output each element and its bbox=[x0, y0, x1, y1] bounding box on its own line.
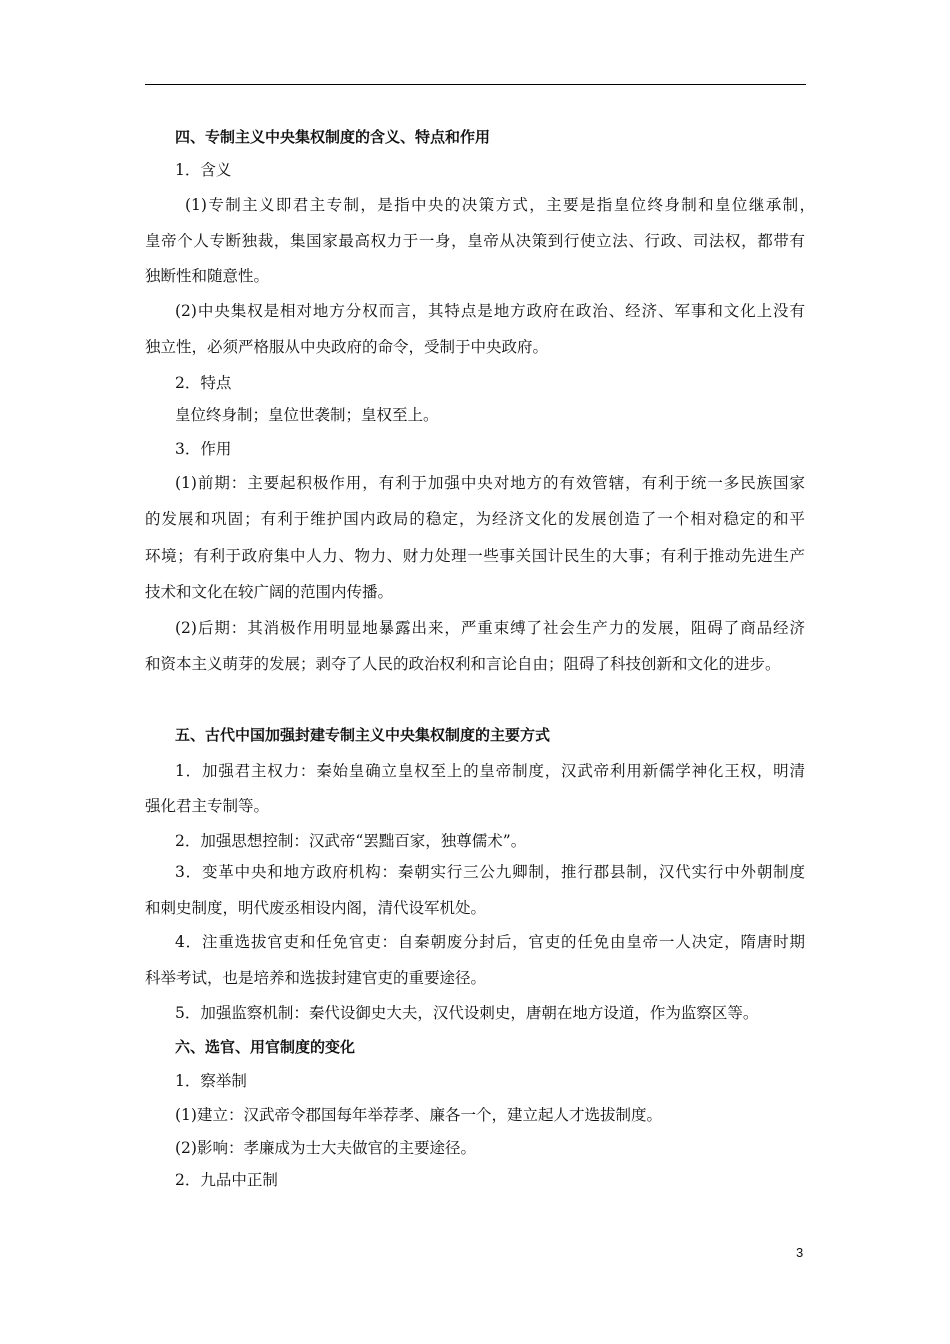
paragraph-line: 独立性，必须严格服从中央政府的命令，受制于中央政府。 bbox=[145, 338, 549, 356]
paragraph-line: 3．变革中央和地方政府机构：秦朝实行三公九卿制，推行郡县制，汉代实行中外朝制度 bbox=[175, 863, 805, 881]
paragraph-line: 4．注重选拔官吏和任免官吏：自秦朝废分封后，官吏的任免由皇帝一人决定，隋唐时期 bbox=[175, 933, 805, 951]
page-number: 3 bbox=[796, 1245, 804, 1260]
subheading-line: 1．察举制 bbox=[175, 1072, 247, 1090]
paragraph-line: 独断性和随意性。 bbox=[145, 267, 270, 285]
subheading-line: 2．加强思想控制：汉武帝“罢黜百家，独尊儒术”。 bbox=[175, 832, 527, 850]
paragraph-line: (2)后期：其消极作用明显地暴露出来，严重束缚了社会生产力的发展，阻碍了商品经济 bbox=[175, 619, 805, 637]
subheading-line: 2．特点 bbox=[175, 374, 232, 392]
subheading-line: (2)影响：孝廉成为士大夫做官的主要途径。 bbox=[175, 1139, 476, 1157]
subheading-line: 3．作用 bbox=[175, 440, 232, 458]
paragraph-line: (1)前期：主要起积极作用，有利于加强中央对地方的有效管辖，有利于统一多民族国家 bbox=[175, 474, 805, 492]
subheading-line: 1．含义 bbox=[175, 161, 232, 179]
subheading-line: 2．九品中正制 bbox=[175, 1171, 278, 1189]
section-heading: 四、专制主义中央集权制度的含义、特点和作用 bbox=[175, 128, 491, 146]
paragraph-line: 技术和文化在较广阔的范围内传播。 bbox=[145, 583, 394, 601]
section-heading: 五、古代中国加强封建专制主义中央集权制度的主要方式 bbox=[175, 726, 551, 744]
header-rule bbox=[145, 84, 806, 85]
paragraph-line: (2)中央集权是相对地方分权而言，其特点是地方政府在政治、经济、军事和文化上没有 bbox=[175, 302, 805, 320]
paragraph-line: 科举考试，也是培养和选拔封建官吏的重要途径。 bbox=[145, 969, 487, 987]
paragraph-line: 和刺史制度，明代废丞相设内阁，清代设军机处。 bbox=[145, 899, 487, 917]
subheading-line: 5．加强监察机制：秦代设御史大夫，汉代设刺史，唐朝在地方设道，作为监察区等。 bbox=[175, 1004, 759, 1022]
section-heading: 六、选官、用官制度的变化 bbox=[175, 1038, 356, 1056]
paragraph-line: 环境；有利于政府集中人力、物力、财力处理一些事关国计民生的大事；有利于推动先进生产 bbox=[145, 547, 805, 565]
paragraph-line: 皇位终身制；皇位世袭制；皇权至上。 bbox=[175, 406, 439, 424]
paragraph-line: 的发展和巩固；有利于维护国内政局的稳定，为经济文化的发展创造了一个相对稳定的和平 bbox=[145, 510, 805, 528]
paragraph-line: 和资本主义萌芽的发展；剥夺了人民的政治权利和言论自由；阻碍了科技创新和文化的进步。 bbox=[145, 655, 781, 673]
paragraph-line: 皇帝个人专断独裁，集国家最高权力于一身，皇帝从决策到行使立法、行政、司法权，都带有 bbox=[145, 232, 805, 250]
subheading-line: (1)建立：汉武帝令郡国每年举荐孝、廉各一个，建立起人才选拔制度。 bbox=[175, 1106, 662, 1124]
paragraph-line: 强化君主专制等。 bbox=[145, 797, 270, 815]
paragraph-line: (1)专制主义即君主专制，是指中央的决策方式，主要是指皇位终身制和皇位继承制， bbox=[185, 196, 815, 214]
paragraph-line: 1．加强君主权力：秦始皇确立皇权至上的皇帝制度，汉武帝利用新儒学神化王权，明清 bbox=[175, 762, 805, 780]
